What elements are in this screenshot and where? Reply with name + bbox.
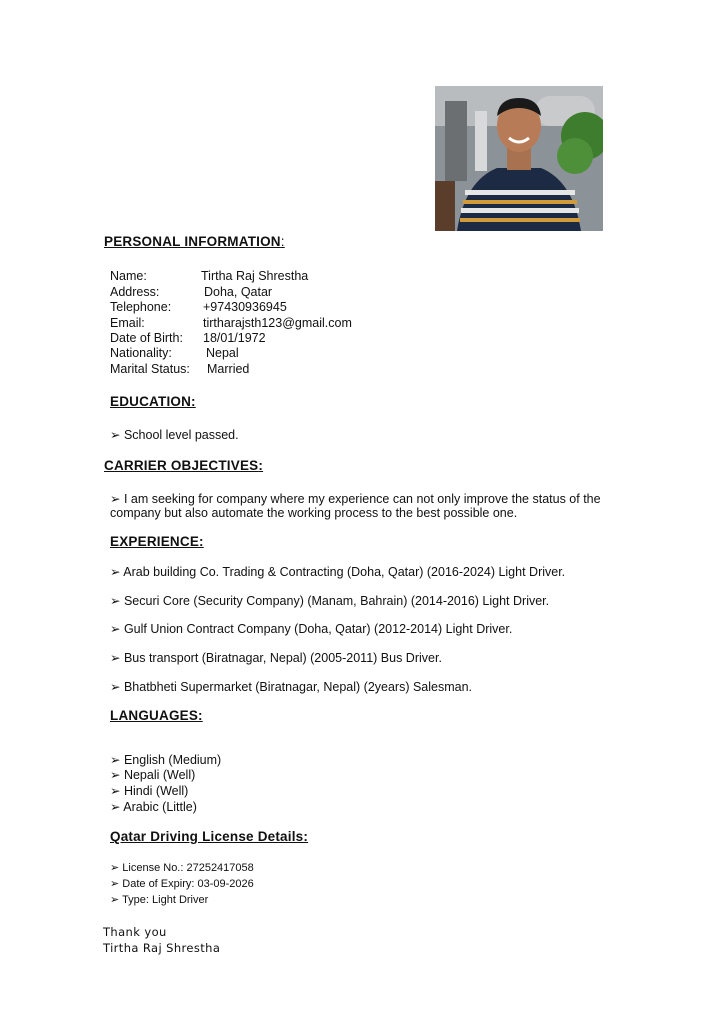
info-value: 18/01/1972 (203, 331, 266, 345)
thank-you-text: Thank you (103, 925, 167, 939)
language-item: ➢ English (Medium) (110, 753, 222, 767)
info-value: +97430936945 (203, 300, 287, 314)
experience-item: ➢ Bus transport (Biratnagar, Nepal) (2005-2011) Bus Driver. (110, 651, 442, 665)
portrait-photo-icon (435, 86, 603, 231)
experience-item: ➢ Bhatbheti Supermarket (Biratnagar, Nepal) (2years) Salesman. (110, 680, 473, 694)
info-row-marital-status (110, 362, 250, 376)
license-item: ➢ Type: Light Driver (110, 894, 209, 906)
info-label: Telephone: (110, 300, 172, 314)
education-item: ➢ School level passed. (110, 428, 239, 442)
info-row-date-of-birth (110, 331, 266, 345)
info-row-name (110, 269, 309, 283)
signature-name: Tirtha Raj Shrestha (103, 941, 221, 955)
personal-information-heading: PERSONAL INFORMATION: (104, 234, 285, 249)
info-row-nationality (110, 346, 239, 360)
info-label: Name: (110, 269, 147, 283)
info-value: tirtharajsth123@gmail.com (203, 316, 352, 330)
experience-item: ➢ Securi Core (Security Company) (Manam, Bahrain) (2014-2016) Light Driver. (110, 594, 550, 608)
language-item: ➢ Nepali (Well) (110, 768, 196, 782)
info-row-telephone (110, 300, 287, 314)
languages-heading: LANGUAGES: (110, 708, 203, 723)
experience-item: ➢ Arab building Co. Trading & Contracting (Doha, Qatar) (2016-2024) Light Driver. (110, 565, 566, 579)
info-value: Nepal (206, 346, 239, 360)
info-label: Marital Status: (110, 362, 190, 376)
info-label: Address: (110, 285, 160, 299)
language-item: ➢ Arabic (Little) (110, 800, 197, 814)
info-label: Nationality: (110, 346, 172, 360)
info-label: Date of Birth: (110, 331, 183, 345)
education-heading: EDUCATION: (110, 394, 196, 409)
profile-photo (435, 86, 603, 231)
info-value: Married (207, 362, 250, 376)
experience-item: ➢ Gulf Union Contract Company (Doha, Qatar) (2012-2014) Light Driver. (110, 622, 513, 636)
objective-line-2: company but also automate the working process to the best possible one. (110, 506, 518, 520)
license-item: ➢ License No.: 27252417058 (110, 862, 254, 874)
info-label: Email: (110, 316, 145, 330)
license-heading: Qatar Driving License Details: (110, 829, 309, 844)
info-row-address (110, 285, 273, 299)
language-item: ➢ Hindi (Well) (110, 784, 189, 798)
objective-line-1: ➢ I am seeking for company where my experience can not only improve the status of the (110, 492, 601, 506)
carrier-objectives-heading: CARRIER OBJECTIVES: (104, 458, 264, 473)
license-item: ➢ Date of Expiry: 03-09-2026 (110, 878, 254, 890)
info-row-email (110, 316, 352, 330)
info-value: Doha, Qatar (204, 285, 273, 299)
info-value: Tirtha Raj Shrestha (201, 269, 309, 283)
experience-heading: EXPERIENCE: (110, 534, 204, 549)
